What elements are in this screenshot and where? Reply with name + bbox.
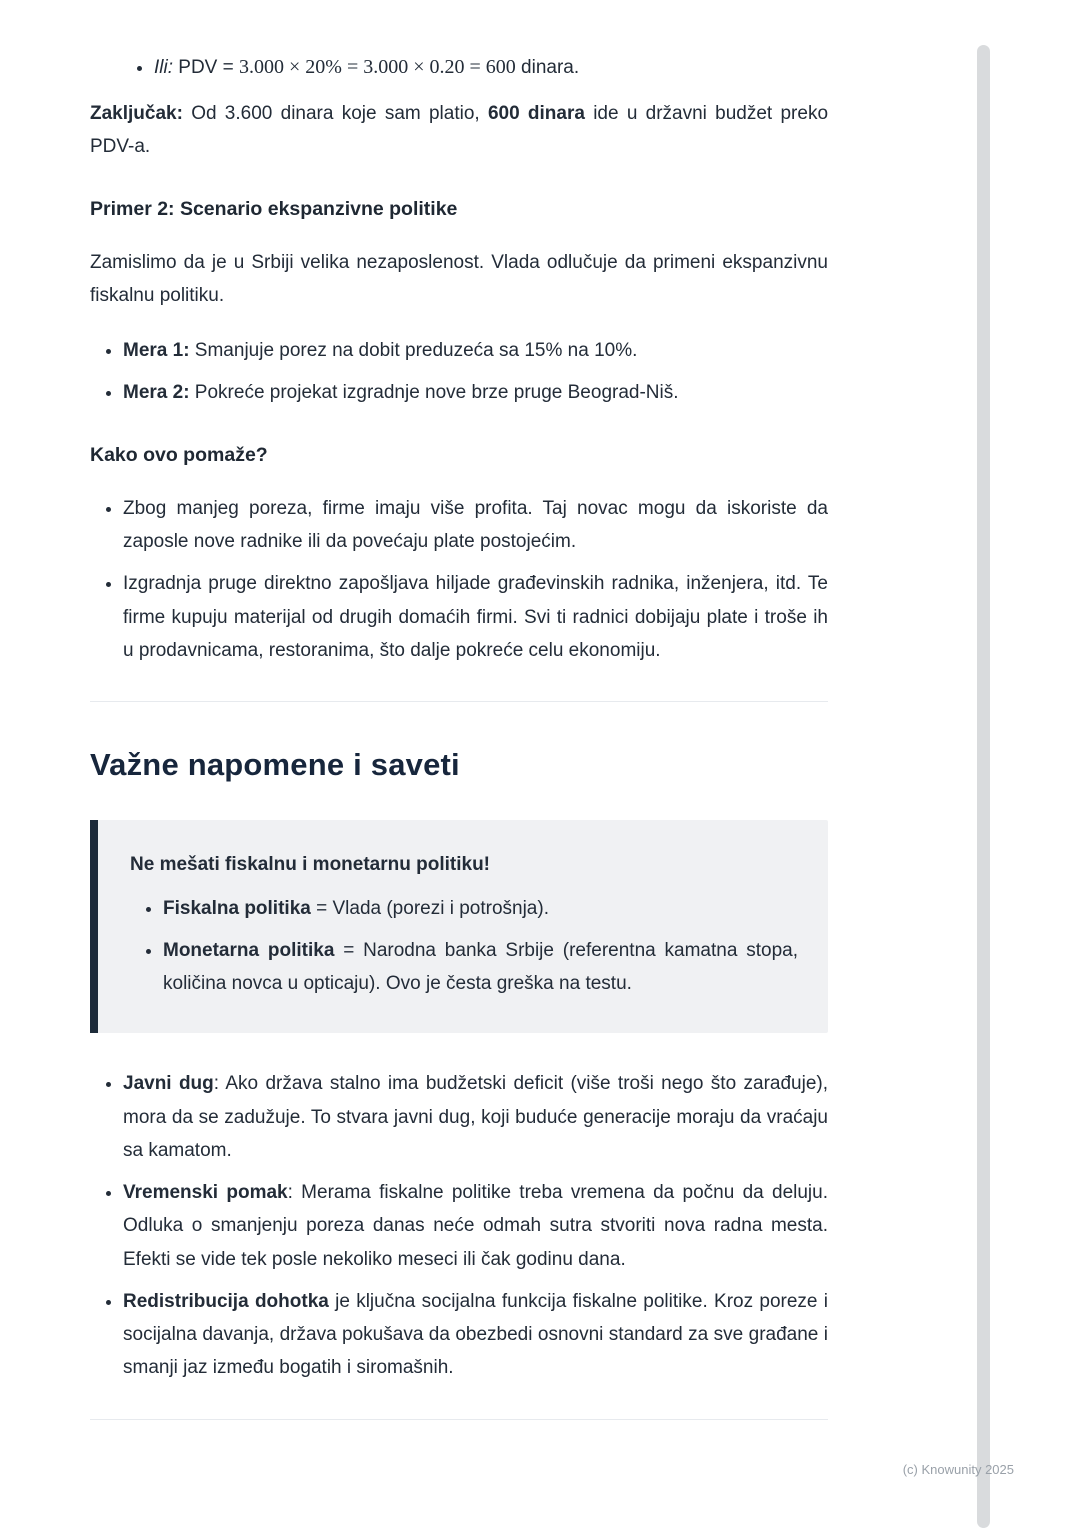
callout-1-text: = Vlada (porezi i potrošnja). (310, 897, 549, 919)
notes-list (90, 1067, 828, 1384)
formula-math-text: 3.000 × 20% = 3.000 × 0.20 = 600 (239, 56, 516, 78)
section-divider-bottom (90, 1419, 828, 1420)
measure-2-label: Mera 2: (123, 382, 190, 404)
callout-item-1 (163, 892, 798, 925)
note-2-text: : Merama fiskalne politike treba vremena da počnu da deluju. Odluka o smanjenju poreza danas neće odmah sutra stvoriti nova radna mesta. Efekti se vide tek posle nekoliko meseci ili čak godinu dana. (123, 1182, 828, 1270)
conclusion-bold-lead: Zaključak: (90, 103, 183, 124)
callout-title: Ne mešati fiskalnu i monetarnu politiku! (130, 854, 491, 876)
measure-2-text: Pokreće projekat izgradnje nove brze pruge Beograd-Niš. (189, 382, 679, 404)
warning-callout (90, 820, 828, 1033)
formula-list-item (154, 50, 828, 85)
section-divider-top (90, 701, 828, 702)
measure-item-2 (123, 376, 828, 409)
measure-1-text: Smanjuje porez na dobit preduzeća sa 15% na 10%. (189, 340, 638, 362)
footer-credit: (c) Knowunity 2025 (902, 1462, 1014, 1477)
callout-item-2 (163, 934, 798, 1001)
note-3-label: Redistribucija dohotka (123, 1290, 329, 1312)
primer2-paragraph: Zamislimo da je u Srbiji velika nezaposlenost. Vlada odlučuje da primeni ekspanzivnu fiskalnu politiku. (90, 251, 828, 306)
conclusion-bold-amount: 600 dinara (487, 103, 585, 124)
document-content (90, 50, 828, 1454)
napomene-heading: Važne napomene i saveti (90, 747, 460, 782)
conclusion-text-2: ide u državni budžet preko PDV-a. (90, 103, 829, 158)
ili-label: Ili: (154, 57, 173, 78)
measure-1-label: Mera 1: (123, 340, 190, 362)
formula-post-text: dinara. (515, 57, 580, 78)
primer2-heading: Primer 2: Scenario ekspanzivne politike (90, 197, 458, 220)
callout-1-label: Fiskalna politika (163, 897, 311, 919)
formula-list (90, 50, 828, 85)
scrollbar[interactable] (977, 45, 990, 1528)
note-item-1 (123, 1067, 828, 1167)
benefit-item-2: • Izgradnja pruge direktno zapošljava hiljade građevinskih radnika, inženjera, itd. Te firme kupuju materijal od drugih domaćih firmi. Svi ti radnici dobijaju plate i troše ih u prodavnicama, restoranima, što dalje pokreće celu ekonomiju. (123, 567, 828, 667)
conclusion-paragraph (90, 97, 828, 164)
callout-2-text: = Narodna banka Srbije (referentna kamatna stopa, količina novca u opticaju). Ovo je česta greška na testu. (163, 939, 798, 994)
note-item-3 (123, 1285, 828, 1385)
note-item-2 (123, 1176, 828, 1276)
note-1-label: Javni dug (123, 1073, 214, 1095)
benefit-item-1: • Zbog manjeg poreza, firme imaju više profita. Taj novac mogu da iskoriste da zaposle nove radnike ili da povećaju plate postojećim. (123, 492, 828, 559)
callout-2-label: Monetarna politika (163, 939, 335, 961)
note-2-label: Vremenski pomak (123, 1182, 288, 1203)
callout-list (130, 892, 798, 1001)
formula-pre-text: PDV = (173, 57, 239, 78)
measures-list (90, 334, 828, 410)
measure-item-1 (123, 334, 828, 367)
kako-pomaze-heading: Kako ovo pomaže? (90, 443, 268, 466)
conclusion-text-1: Od 3.600 dinara koje sam platio, (182, 103, 488, 124)
note-3-text: je ključna socijalna funkcija fiskalne politike. Kroz poreze i socijalna davanja, država pokušava da obezbedi osnovni standard za sve građane i smanji jaz između bogatih i siromašnih. (123, 1290, 828, 1379)
benefits-list (90, 492, 828, 667)
note-1-text: : Ako država stalno ima budžetski deficit (više troši nego što zarađuje), mora da se zadužuje. To stvara javni dug, koji buduće generacije moraju da vraćaju sa kamatom. (123, 1073, 828, 1161)
